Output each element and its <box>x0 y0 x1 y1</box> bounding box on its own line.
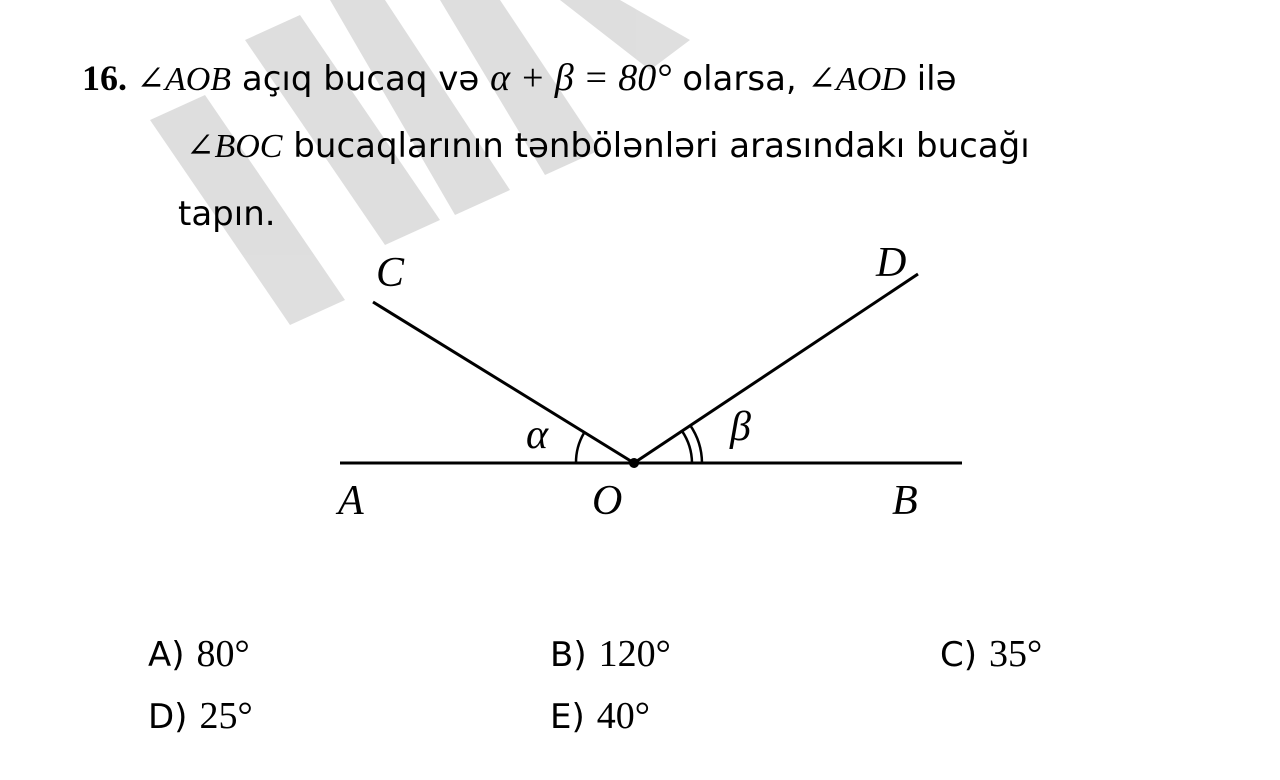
option-d-value: 25° <box>199 695 253 737</box>
alpha-arc <box>576 433 584 463</box>
question-line-2 <box>186 112 1030 181</box>
angle-aod: ∠AOD <box>807 61 906 98</box>
label-beta: β <box>730 404 751 450</box>
label-a: A <box>338 478 364 524</box>
option-b[interactable] <box>550 632 671 676</box>
option-e-letter: E) <box>550 697 585 737</box>
beta-arc-inner <box>682 431 692 463</box>
label-alpha: α <box>526 412 549 458</box>
label-d: D <box>876 240 907 286</box>
option-d[interactable] <box>148 694 253 738</box>
label-b: B <box>892 478 918 524</box>
option-c-value: 35° <box>989 633 1043 675</box>
option-e[interactable] <box>550 694 650 738</box>
angle-boc: ∠BOC <box>186 128 283 165</box>
label-c: C <box>376 250 405 296</box>
question-text-5: tapın. <box>178 194 276 234</box>
option-c-letter: C) <box>940 635 978 675</box>
option-c[interactable] <box>940 632 1042 676</box>
option-a[interactable] <box>148 632 250 676</box>
question-text-2: olarsa, <box>671 59 808 99</box>
option-d-letter: D) <box>148 697 188 737</box>
point-o <box>629 458 639 468</box>
question-number: 16. <box>82 58 127 98</box>
question-text-1: açıq bucaq və <box>231 59 491 99</box>
option-a-value: 80° <box>196 633 250 675</box>
option-b-value: 120° <box>598 633 671 675</box>
ray-oc <box>373 302 634 463</box>
angle-aob: ∠AOB <box>136 61 232 98</box>
label-o: O <box>592 478 623 524</box>
option-e-value: 40° <box>596 695 650 737</box>
question-line-3 <box>178 180 276 248</box>
angle-condition: α + β = 80° <box>490 57 672 99</box>
question-text-3: ilə <box>905 59 957 99</box>
angle-figure <box>320 238 980 538</box>
question-line-1 <box>82 44 957 114</box>
ray-od <box>634 274 918 463</box>
option-a-letter: A) <box>148 635 185 675</box>
option-b-letter: B) <box>550 635 587 675</box>
question-text-4: bucaqlarının tənbölənləri arasındakı bucağı <box>282 126 1030 166</box>
